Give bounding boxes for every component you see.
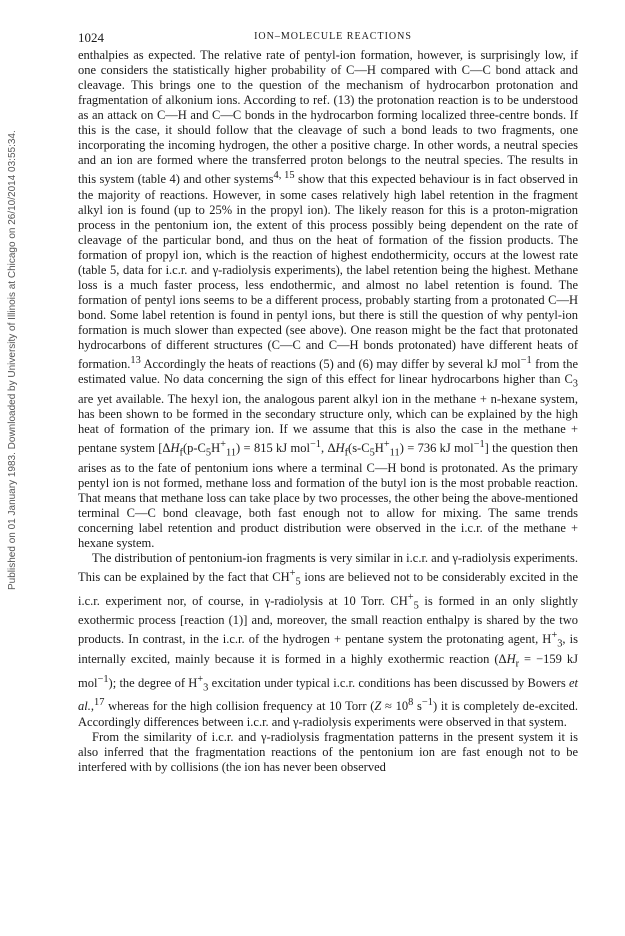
page-number: 1024 — [78, 30, 104, 45]
body-paragraph: From the similarity of i.c.r. and γ-radiolysis fragmentation patterns in the present system it is also inferred that the fragmentation reactions of the pentonium ion are fast enough not to be interfered with by collisions (the ion has never been observed — [78, 729, 578, 774]
page-header — [78, 30, 578, 44]
body-paragraph: The distribution of pentonium-ion fragments is very similar in i.c.r. and γ-radiolysis experiments. This can be explained by the fact that $CH^+_5$ ions are believed not to be considerably excited in the i.c.r. experiment nor, of course, in γ-radiolysis at 10 Torr. $CH^+_5$ is formed in an only slightly exothermic process [reaction (1)] and, moreover, the small reaction enthalpy is shared by the two products. In contrast, in the i.c.r. of the hydrogen + pentane system the protonating agent, $H^+_3$, is internally excited, mainly because it is formed in a highly exothermic reaction ($\Delta H_r = -159$ kJ mol$^{-1}$); the degree of $H^+_3$ excitation under typical i.c.r. conditions has been discussed by Bowers et al.,$^{17}$ whereas for the high collision frequency at 10 Torr ($Z \approx 10^8$ $s^{-1}$) it is completely de-excited. Accordingly differences between i.c.r. and γ-radiolysis experiments were observed in that system. — [78, 550, 579, 729]
publication-notice: Published on 01 January 1983. Downloaded by University of Illinois at Chicago on 26/10/2014 03:55:34. — [7, 130, 18, 590]
running-title: ION–MOLECULE REACTIONS — [254, 31, 412, 42]
article-body — [78, 48, 578, 775]
body-paragraph: enthalpies as expected. The relative rate of pentyl-ion formation, however, is surprisingly low, if one considers the statistically higher probability of C—H compared with C—C bond attack and cleavage. This brings one to the question of the mechanism of hydrocarbon protonation and fragmentation of alkonium ions. According to ref. (13) the protonation reaction is to be understood as an attack on C—H and C—C bonds in the hydrocarbon forming localized three-centre bonds. If this is the case, it should follow that the cleavage of such a bond leads to two fragments, one incorporating the incoming hydrogen, the other a positive charge. In other words, a neutral species and an ion are formed where the transferred proton belongs to the neutral species. The results in this system (table 4) and other systems$^{4, 15}$ show that this expected behaviour is in fact observed in the majority of reactions. However, in some cases relatively high label retention in the fragment alkyl ion is found (up to 25% in the propyl ion). The likely reason for this is a proton-migration process in the pentonium ion, the extent of this process possibly being dependent on the rate of cleavage of the particular bond, and thus on the heat of formation of the fission products. The formation of propyl ion, which is the reaction of highest endothermicity, occurs at the lowest rate (table 5, data for i.c.r. and γ-radiolysis experiments), the label retention being the highest. Methane loss is a much faster process, less endothermic, and almost no label retention is found. The formation of pentyl ions seems to be a different process, probably starting from a protonated C—H bond. Some label retention is found in pentyl ions, but there is still the question of why pentyl-ion formation is much slower than expected (see above). One reason might be the fact that protonated hydrocarbons of different structures (C—C and C—H bonds protonated) have different heats of formation.$^{13}$ Accordingly the heats of reactions (5) and (6) may differ by several kJ mol$^{-1}$ from the estimated value. No data concerning the sign of this effect for linear hydrocarbons higher than $C_3$ are yet available. The hexyl ion, the analogous parent alkyl ion in the methane + n-hexane system, has been shown to be formed in the secondary structure only, which can be explained by the high heat of formation of the primary ion. If we assume that this is also the case in the methane + pentane system [$\Delta H_f(p-C_5H^+_{11}) = 815$ kJ mol$^{-1}$, $\Delta H_f(s-C_5H^+_{11}) = 736$ kJ mol$^{-1}$] the question then arises as to the fate of pentonium ions where a terminal C—H bond is protonated. As the primary pentyl ion is not formed, methane loss and formation of the butyl ion is the most probable reaction. That means that methane loss can take place by two processes, the other being the above-mentioned terminal C—C bond cleavage, both fast enough not to allow for mixing. The same trends concerning label retention and product distribution were observed in the i.c.r. of the methane + hexane system. — [78, 48, 579, 550]
